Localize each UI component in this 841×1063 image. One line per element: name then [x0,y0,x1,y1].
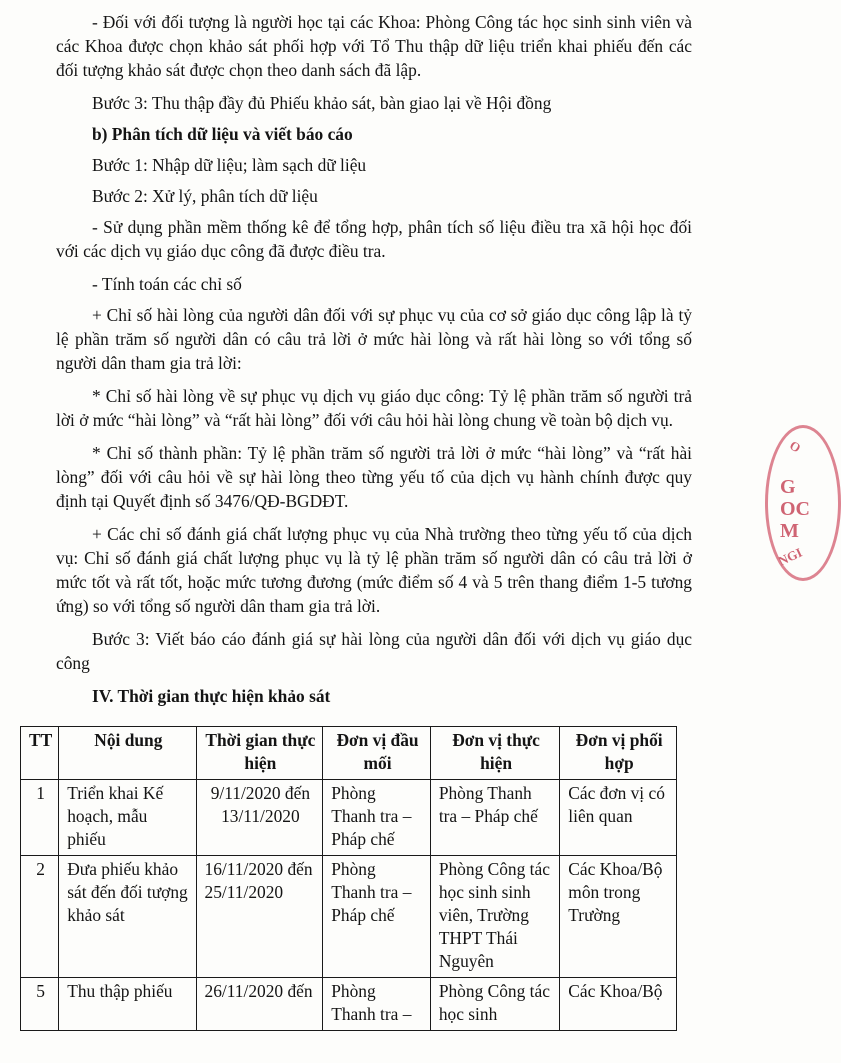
stamp-text: O [787,437,804,456]
stamp-text: OC [780,498,810,520]
table-cell: Phòng Công tác học sinh sinh viên, Trường THPT Thái Nguyên [430,856,559,978]
section-heading: b) Phân tích dữ liệu và viết báo cáo [92,124,353,144]
stamp-text: NGI [775,544,805,569]
paragraph: * Chỉ số thành phần: Tỷ lệ phần trăm số người trả lời ở mức “hài lòng” và “rất hài lòng” đối với câu hỏi về sự hài lòng theo từng yếu tố của dịch vụ hành chính được quy định tại Quyết định số 3476/QĐ-BGDĐT. [56,443,692,511]
table-cell: Phòng Thanh tra – Pháp chế [323,780,431,856]
table-cell: Đưa phiếu khảo sát đến đối tượng khảo sát [59,856,196,978]
stamp-text: M [780,520,799,542]
table-cell: Phòng Công tác học sinh [430,978,559,1031]
table-cell: Triển khai Kế hoạch, mẫu phiếu [59,780,196,856]
table-cell: 5 [21,978,59,1031]
table-cell: Các đơn vị có liên quan [560,780,677,856]
document-body [56,10,692,716]
table-row [21,780,677,856]
paragraph: - Tính toán các chỉ số [92,274,242,294]
paragraph: + Các chỉ số đánh giá chất lượng phục vụ của Nhà trường theo từng yếu tố của dịch vụ: Chỉ số đánh giá chất lượng phục vụ là tỷ lệ phần trăm số người dân có câu trả lời ở mức tốt và rất tốt, hoặc mức tương đương (mức điểm số 4 và 5 trên thang điểm 1-5 tương ứng) so với tổng số người dân tham gia trả lời. [56,524,692,616]
red-seal-stamp [765,425,841,581]
table-cell: Phòng Thanh tra – [323,978,431,1031]
header-cell: Đơn vị phối hợp [560,727,677,780]
table-row [21,978,677,1031]
schedule-table [20,726,677,1031]
paragraph: - Đối với đối tượng là người học tại các Khoa: Phòng Công tác học sinh sinh viên và các Khoa được chọn khảo sát phối hợp với Tổ Thu thập dữ liệu triển khai phiếu đến các đối tượng khảo sát được chọn theo danh sách đã lập. [56,12,692,80]
table-cell: Các Khoa/Bộ môn trong Trường [560,856,677,978]
table-cell: 2 [21,856,59,978]
header-cell: Đơn vị thực hiện [430,727,559,780]
section-heading: IV. Thời gian thực hiện khảo sát [92,686,331,706]
header-cell: Thời gian thực hiện [196,727,323,780]
stamp-text: G [780,476,796,498]
header-cell: TT [21,727,59,780]
paragraph: Bước 2: Xử lý, phân tích dữ liệu [92,186,318,206]
header-cell: Nội dung [59,727,196,780]
table-row [21,856,677,978]
paragraph: Bước 3: Viết báo cáo đánh giá sự hài lòng của người dân đối với dịch vụ giáo dục công [56,629,692,673]
paragraph: + Chỉ số hài lòng của người dân đối với sự phục vụ của cơ sở giáo dục công lập là tỷ lệ phần trăm số người dân có câu trả lời ở mức hài lòng và rất hài lòng so với tổng số người dân tham gia trả lời: [56,305,692,373]
header-cell: Đơn vị đầu mối [323,727,431,780]
paragraph: - Sử dụng phần mềm thống kê để tổng hợp, phân tích số liệu điều tra xã hội học đối với các dịch vụ giáo dục công đã được điều tra. [56,217,692,261]
table-cell: 26/11/2020 đến [196,978,323,1031]
table-cell: Phòng Thanh tra – Pháp chế [323,856,431,978]
paragraph: Bước 1: Nhập dữ liệu; làm sạch dữ liệu [92,155,367,175]
table-cell: 16/11/2020 đến 25/11/2020 [196,856,323,978]
table-cell: Phòng Thanh tra – Pháp chế [430,780,559,856]
paragraph: Bước 3: Thu thập đầy đủ Phiếu khảo sát, bàn giao lại về Hội đồng [92,93,552,113]
table-cell: Các Khoa/Bộ [560,978,677,1031]
table-cell: 9/11/2020 đến 13/11/2020 [196,780,323,856]
table-cell: Thu thập phiếu [59,978,196,1031]
table-header-row [21,727,677,780]
table-cell: 1 [21,780,59,856]
paragraph: * Chỉ số hài lòng về sự phục vụ dịch vụ giáo dục công: Tỷ lệ phần trăm số người trả lời ở mức “hài lòng” và “rất hài lòng” đối với câu hỏi hài lòng chung về toàn bộ dịch vụ. [56,386,692,430]
